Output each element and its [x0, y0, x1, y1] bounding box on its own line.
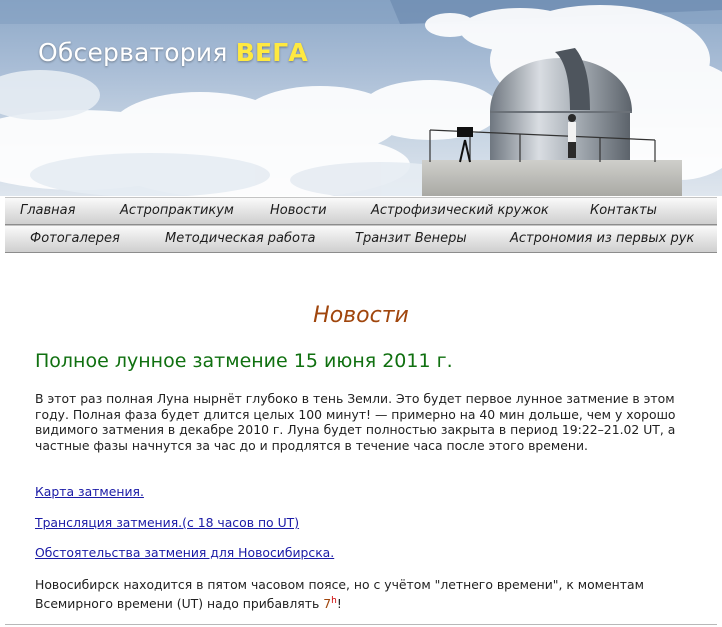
article-title: Полное лунное затмение 15 июня 2011 г. — [35, 350, 453, 372]
timezone-note-text: Новосибирск находится в пятом часовом поясе, но с учётом "летнего времени", к моментам Всемирного времени (UT) надо прибавлять — [35, 577, 644, 612]
observatory-photo — [0, 0, 722, 196]
nav-item-astrophysics-club[interactable]: Астрофизический кружок — [371, 203, 549, 218]
timezone-note-end: ! — [336, 596, 342, 612]
site-title-main: Обсерватория — [38, 38, 228, 67]
nav-item-news[interactable]: Новости — [270, 203, 327, 218]
nav-item-photo-gallery[interactable]: Фотогалерея — [30, 231, 120, 246]
timezone-hours-unit: h — [331, 596, 337, 606]
nav-item-astronomy-firsthand[interactable]: Астрономия из первых рук — [510, 231, 695, 246]
nav-item-venus-transit[interactable]: Транзит Венеры — [355, 231, 467, 246]
nav-item-methodical-work[interactable]: Методическая работа — [165, 231, 316, 246]
nav-item-astropraktikum[interactable]: Астропрактикум — [120, 203, 234, 218]
header-banner — [0, 0, 722, 196]
bottom-divider — [5, 624, 717, 625]
timezone-hours: 7 — [323, 596, 332, 612]
timezone-note — [35, 576, 685, 612]
article-text: В этот раз полная Луна нырнёт глубоко в тень Земли. Это будет первое лунное затмение в этом году. Полная фаза будет длится целых 100 минут! — примерно на 40 мин дольше, чем у хорошо видимого затмения в декабре 2010 г. Луна будет полностью закрыта в период 19:22–21.02 UT, а частные фазы начнутся за час до и продлятся в течение часа после этого времени. — [35, 391, 676, 453]
eclipse-map-link[interactable]: Карта затмения. — [35, 484, 144, 499]
eclipse-novosibirsk-link[interactable]: Обстоятельства затмения для Новосибирска. — [35, 545, 335, 560]
eclipse-broadcast-link[interactable]: Трансляция затмения.(с 18 часов по UT) — [35, 515, 300, 530]
site-title-accent: ВЕГА — [235, 38, 308, 67]
nav-row-1 — [5, 197, 717, 225]
nav-item-home[interactable]: Главная — [20, 203, 76, 218]
section-title: Новости — [313, 303, 409, 328]
site-title[interactable] — [38, 38, 308, 67]
nav-row-2 — [5, 225, 717, 253]
nav-item-contacts[interactable]: Контакты — [590, 203, 657, 218]
